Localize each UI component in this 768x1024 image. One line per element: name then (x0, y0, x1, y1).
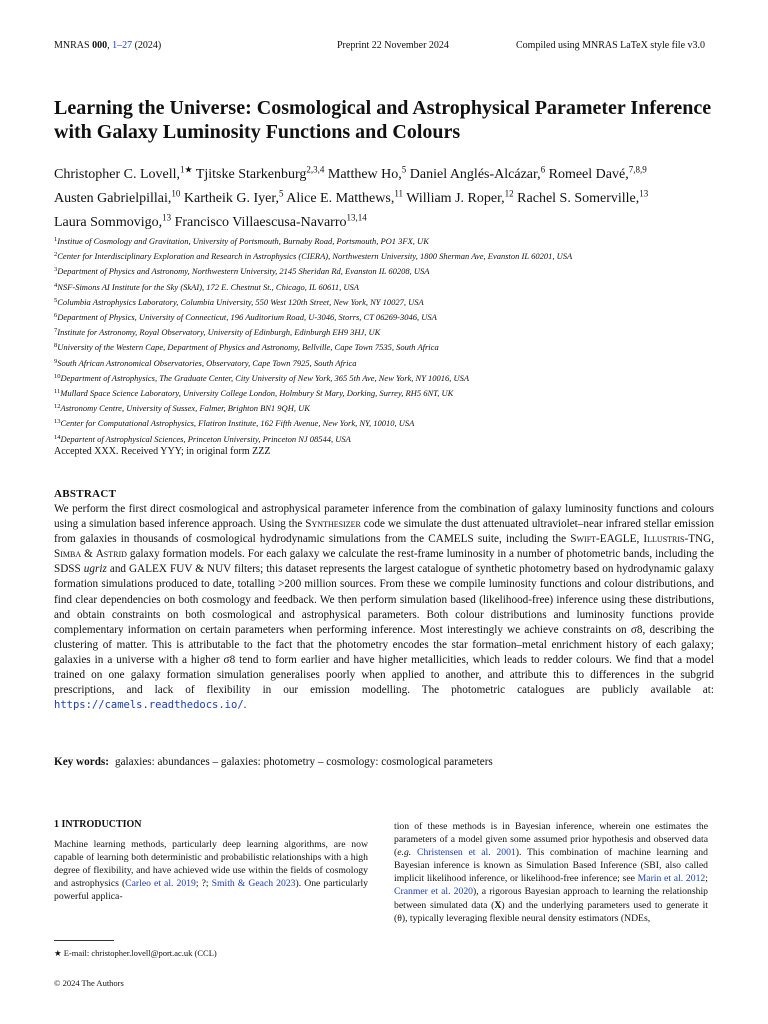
simulation-name: Astrid (95, 548, 127, 561)
body-text: tion of these methods is in Bayesian inference, wherein one estimates the parameters of a model given some assumed prior hypothesis and observed data ( (394, 821, 708, 859)
affiliation-number: 11 (54, 388, 61, 396)
author-affiliation-mark: 13 (162, 212, 172, 223)
author-name: Austen Gabrielpillai, (54, 190, 172, 206)
affiliation-number: 10 (54, 372, 61, 380)
author-name: Matthew Ho, (327, 166, 402, 182)
section-heading-introduction: 1 INTRODUCTION (54, 819, 142, 830)
affiliation (54, 263, 714, 278)
affiliation-text: Institute for Astronomy, Royal Observatory, University of Edinburgh, Edinburgh EH9 3HJ, UK (57, 327, 381, 338)
citation-link[interactable]: Marin et al. 2012 (637, 873, 706, 885)
author-name: Christopher C. Lovell, (54, 166, 180, 182)
affiliation-text: NSF-Simons AI Institute for the Sky (SkAI), 172 E. Chestnut St., Chicago, IL 60611, USA (57, 281, 359, 292)
abstract-text: & (81, 548, 96, 561)
keywords-label: Key words: (54, 756, 109, 768)
author-name: Kartheik G. Iyer, (183, 190, 279, 206)
author-affiliation-mark: 2,3,4 (306, 164, 325, 174)
body-text: Machine learning methods, particularly deep learning algorithms, are now capable of learning both deterministic and probabilistic relationships with a high degree of flexibility, and have achieved wide use within the fields of cosmology and astrophysics ( (54, 839, 368, 890)
body-text: ), a rigorous Bayesian approach to learning the relationship between simulated data ( (394, 886, 709, 911)
author-affiliation-mark: 5 (279, 188, 284, 199)
copyright: © 2024 The Authors (54, 978, 124, 988)
affiliation-number: 6 (54, 312, 58, 320)
author-name: Romeel Davé, (548, 166, 629, 182)
affiliation-text: Department of Astrophysics, The Graduate Center, City University of New York, 365 5th Ave, New York, NY 10016, USA (60, 372, 470, 383)
keywords-text: galaxies: abundances – galaxies: photometry – cosmology: cosmological parameters (115, 756, 493, 768)
catalogue-url-link[interactable]: https://camels.readthedocs.io/ (54, 699, 244, 712)
author (54, 164, 193, 182)
author (327, 164, 407, 182)
abstract-text: We perform the first direct cosmological and astrophysical parameter inference from the combination of galaxy luminosity functions and colours using a simulation based inference approach. Using the (54, 503, 714, 531)
affiliation (54, 248, 714, 263)
author-name: Daniel Anglés-Alcázar, (409, 166, 541, 182)
journal-volume: 000 (92, 40, 108, 51)
abstract-text: . (243, 699, 247, 712)
affiliation-number: 12 (54, 403, 61, 411)
affiliation (54, 233, 714, 248)
author-name: Laura Sommovigo, (54, 214, 163, 230)
affiliation-number: 13 (54, 418, 61, 426)
affiliation (54, 370, 714, 385)
author-affiliation-mark: 7,8,9 (628, 164, 647, 174)
affiliation-number: 3 (54, 266, 58, 274)
affiliation-text: Department of Physics and Astronomy, Northwestern University, 2145 Sheridan Rd, Evanston IL 60208, USA (57, 266, 430, 277)
simulation-name: Simba (54, 548, 82, 561)
affiliation-number: 5 (54, 296, 58, 304)
abstract-text: and GALEX FUV & NUV filters; this dataset represents the largest catalogue of synthetic photometry based on hydrodynamic galaxy formation simulations produced to date, totalling >200 million sources. From these we compile luminosity functions and colour distributions, and find clear dependencies on both cosmology and feedback. We then perform simulation based (likelihood-free) inference using these distributions, and obtain constraints on both cosmological and astrophysical parameters. Both colour distributions and luminosity functions provide complementary information on certain parameters when performing inference. Most interestingly we achieve constraints on σ8, describing the clustering of matter. This is attributable to the fact that the photometry encodes the star formation–metal enrichment history of each galaxy; galaxies in a universe with a higher σ8 tend to form earlier and have higher metallicities, which leads to redder colours. We find that a model trained on one galaxy formation simulation generalises poorly when applied to another, and attribute this to differences in the subgrid prescriptions, and lack of flexibility in our emission modelling. The photometric catalogues are publicly available at: (54, 563, 714, 697)
affiliation (54, 279, 714, 294)
affiliation (54, 385, 714, 400)
author (174, 212, 367, 230)
body-text: ; (705, 873, 708, 885)
affiliation-number: 8 (54, 342, 58, 350)
author-affiliation-mark: 11 (394, 188, 403, 199)
author-name: Tjitske Starkenburg (195, 166, 307, 182)
abstract-body (54, 502, 714, 713)
affiliation (54, 355, 714, 370)
affiliation (54, 324, 714, 339)
author-name: Francisco Villaescusa-Navarro (174, 214, 347, 230)
body-text: ) and the underlying parameters used to generate it (θ), typically leveraging flexible neural density estimators (NDEs, (394, 899, 708, 924)
affiliation-text: Department of Physics, University of Connecticut, 196 Auditorium Road, U-3046, Storrs, CT 06269-3046, USA (57, 312, 437, 323)
author (548, 164, 647, 182)
filter-name: ugriz (83, 563, 107, 576)
author-affiliation-mark: 5 (401, 164, 407, 174)
affiliation (54, 309, 714, 324)
affiliation (54, 415, 714, 430)
affiliation-text: University of the Western Cape, Department of Physics and Astronomy, Bellville, Cape Town 7535, South Africa (57, 342, 439, 353)
abstract-text: galaxy formation models. For each galaxy we calculate the rest-frame luminosity in a number of photometric bands, including the SDSS (54, 548, 715, 576)
abstract-text: -TNG, (684, 533, 714, 546)
citation-link[interactable]: Carleo et al. 2019 (125, 878, 196, 890)
accepted-line: Accepted XXX. Received YYY; in original form ZZZ (54, 446, 271, 457)
affiliation-number: 9 (54, 357, 58, 365)
body-text: ). One particularly powerful applica- (54, 878, 369, 903)
affiliation-text: Columbia Astrophysics Laboratory, Columbia University, 550 West 120th Street, New York, NY 10027, USA (57, 296, 424, 307)
author-affiliation-mark: 10 (171, 188, 181, 199)
affiliation-number: 4 (54, 281, 58, 289)
author-affiliation-mark: 13 (639, 188, 649, 199)
author (406, 188, 514, 206)
author-affiliation-mark: 6 (540, 164, 546, 174)
journal-name: MNRAS (54, 40, 90, 51)
affiliation-text: Astronomy Centre, University of Sussex, Falmer, Brighton BN1 9QH, UK (60, 403, 310, 414)
page-range-link[interactable]: 1–27 (112, 40, 133, 51)
author-name: Rachel S. Somerville, (517, 190, 640, 206)
footnote-email: ★ E-mail: christopher.lovell@port.ac.uk (CCL) (54, 948, 217, 958)
affiliation (54, 294, 714, 309)
body-text: e.g. (397, 847, 412, 859)
simulation-name: Swift-EAGLE (570, 533, 637, 546)
affiliation-number: 7 (54, 327, 58, 335)
abstract-text: code we simulate the dust attenuated ultraviolet–near infrared stellar emission from galaxies in thousands of cosmological hydrodynamic simulations from the CAMELS suite, including the (54, 518, 714, 546)
code-name: Synthesizer (305, 518, 361, 531)
paper-title: Learning the Universe: Cosmological and Astrophysical Parameter Inference with Galaxy Luminosity Functions and Colours (54, 97, 712, 143)
citation-link[interactable]: Christensen et al. 2001 (416, 847, 516, 859)
author (183, 188, 284, 206)
author (195, 164, 325, 182)
abstract-heading: ABSTRACT (54, 488, 117, 500)
affiliation-text: Center for Interdisciplinary Exploration and Research in Astrophysics (CIERA), Northwestern University, 1800 Sherman Ave, Evanston IL 60201, USA (57, 251, 573, 262)
author-affiliation-mark: 13,14 (346, 212, 367, 223)
affiliation-number: 14 (54, 433, 61, 441)
author-list (54, 160, 714, 232)
preprint-date: Preprint 22 November 2024 (337, 40, 449, 51)
author-affiliation-mark: 12 (504, 188, 514, 199)
author (409, 164, 546, 182)
compiled-note: Compiled using MNRAS LaTeX style file v3.0 (516, 40, 706, 51)
author (54, 188, 181, 206)
affiliation-text: Departent of Astrophysical Sciences, Princeton University, Princeton NJ 08544, USA (60, 433, 351, 444)
intro-column-right (394, 820, 708, 925)
affiliation-text: Center for Computational Astrophysics, Flatiron Institute, 162 Fifth Avenue, New York, NY, 10010, USA (60, 418, 415, 429)
affiliation (54, 339, 714, 354)
math-symbol: X (494, 899, 502, 911)
body-text: ). This combination of machine learning and Bayesian inference is known as Simulation Based Inference (SBI, also called implicit likelihood inference, or likelihood-free inference; see (394, 847, 708, 885)
author-name: Alice E. Matthews, (286, 190, 395, 206)
author-affiliation-mark: 1★ (180, 164, 193, 174)
footnote-rule (54, 940, 114, 941)
citation-link[interactable]: Smith & Geach 2023 (211, 878, 296, 890)
affiliation-text: Institue of Cosmology and Gravitation, University of Portsmouth, Burnaby Road, Portsmouth, PO1 3FX, UK (57, 236, 429, 246)
affiliation-number: 2 (54, 251, 58, 259)
affiliation-number: 1 (54, 236, 58, 243)
body-text: ; ?; (195, 878, 212, 890)
author (54, 212, 172, 230)
author-name: William J. Roper, (406, 190, 505, 206)
abstract-text: , (636, 533, 644, 546)
citation-link[interactable]: Cranmer et al. 2020 (394, 886, 474, 898)
affiliation-text: South African Astronomical Observatories, Observatory, Cape Town 7925, South Africa (57, 357, 357, 368)
intro-column-left (54, 838, 368, 903)
journal-year: (2024) (134, 40, 162, 51)
keywords (54, 756, 714, 768)
affiliation-text: Mullard Space Science Laboratory, University College London, Holmbury St Mary, Dorking, Surrey, RH5 6NT, UK (60, 388, 454, 399)
author (517, 188, 649, 206)
affiliation (54, 400, 714, 415)
affiliation (54, 431, 714, 446)
journal-reference: MNRAS 000, 1–27 (2024) (54, 40, 162, 51)
simulation-name: Illustris (643, 533, 685, 546)
author (286, 188, 403, 206)
affiliation-list (54, 233, 714, 446)
